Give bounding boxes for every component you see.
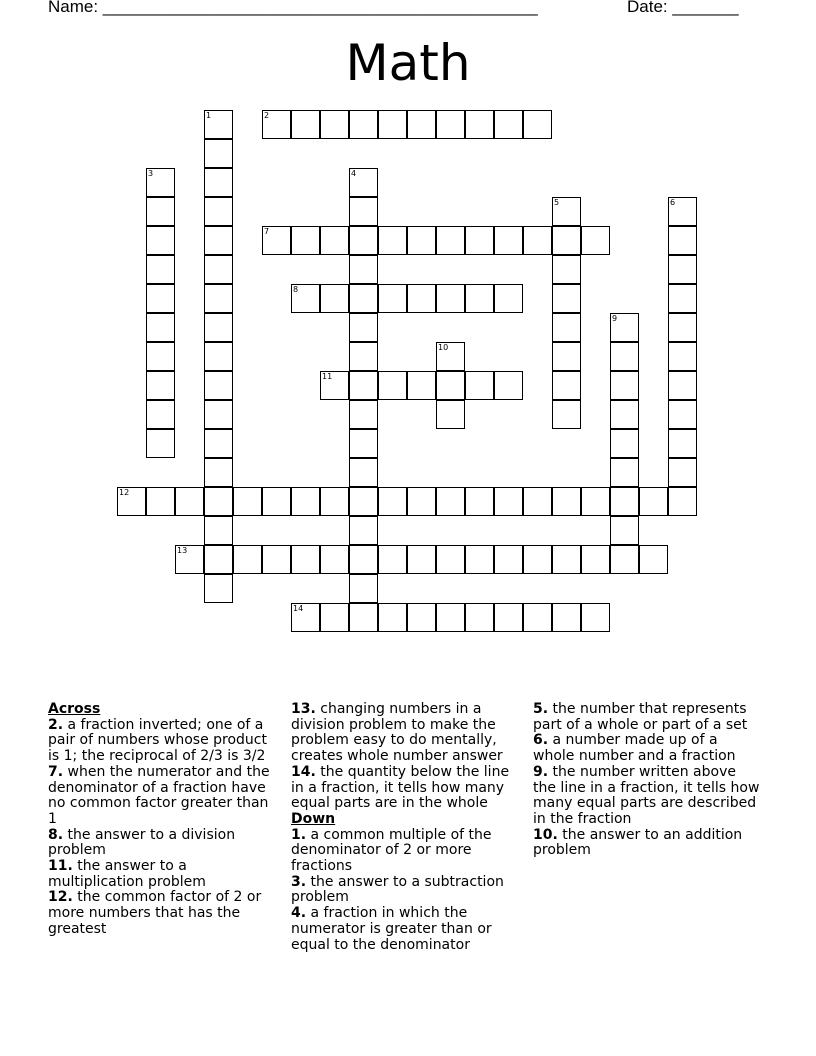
grid-cell[interactable] bbox=[494, 371, 523, 400]
grid-cell[interactable] bbox=[610, 400, 639, 429]
cell-number: 3 bbox=[148, 169, 154, 178]
grid-cell[interactable] bbox=[581, 226, 610, 255]
grid-cell[interactable] bbox=[407, 603, 436, 632]
cell-number: 12 bbox=[119, 488, 130, 497]
grid-cell[interactable] bbox=[146, 255, 175, 284]
grid-cell[interactable] bbox=[436, 400, 465, 429]
grid-cell[interactable] bbox=[349, 545, 378, 574]
grid-cell[interactable] bbox=[639, 487, 668, 516]
cell-number: 5 bbox=[554, 198, 560, 207]
grid-cell[interactable] bbox=[436, 371, 465, 400]
grid-cell[interactable] bbox=[146, 487, 175, 516]
grid-cell[interactable] bbox=[349, 284, 378, 313]
cell-number: 1 bbox=[206, 111, 212, 120]
grid-cell[interactable] bbox=[349, 429, 378, 458]
clue-down-9 bbox=[533, 765, 763, 828]
cell-number: 10 bbox=[438, 343, 449, 352]
grid-cell[interactable] bbox=[349, 516, 378, 545]
grid-cell[interactable] bbox=[436, 226, 465, 255]
cell-number: 7 bbox=[264, 227, 270, 236]
clue-text: the number that represents part of a whole or part of a set bbox=[533, 701, 748, 733]
grid-cell[interactable] bbox=[146, 226, 175, 255]
grid-cell[interactable] bbox=[262, 545, 291, 574]
clue-text: a fraction in which the numerator is greater than or equal to the denominator bbox=[291, 905, 492, 953]
grid-cell[interactable] bbox=[465, 603, 494, 632]
grid-cell[interactable] bbox=[436, 110, 465, 139]
grid-cell[interactable] bbox=[204, 371, 233, 400]
cell-number: 11 bbox=[322, 372, 333, 381]
grid-cell[interactable] bbox=[668, 313, 697, 342]
grid-cell[interactable] bbox=[204, 458, 233, 487]
grid-cell[interactable] bbox=[204, 284, 233, 313]
page-title: Math bbox=[345, 34, 471, 92]
grid-cell[interactable] bbox=[291, 110, 320, 139]
grid-cell[interactable] bbox=[407, 110, 436, 139]
clue-number: 1. bbox=[291, 826, 307, 843]
grid-cell[interactable] bbox=[378, 284, 407, 313]
grid-cell[interactable] bbox=[378, 545, 407, 574]
grid-cell[interactable] bbox=[146, 429, 175, 458]
grid-cell[interactable] bbox=[349, 255, 378, 284]
grid-cell[interactable] bbox=[465, 226, 494, 255]
grid-cell[interactable] bbox=[146, 371, 175, 400]
cell-number: 2 bbox=[264, 111, 270, 120]
clue-text: the quantity below the line in a fraction, it tells how many equal parts are in the whole bbox=[291, 763, 510, 812]
grid-cell[interactable] bbox=[465, 487, 494, 516]
grid-cell[interactable] bbox=[320, 284, 349, 313]
clue-across-2 bbox=[48, 718, 280, 765]
grid-cell[interactable] bbox=[204, 110, 233, 139]
grid-cell[interactable] bbox=[668, 284, 697, 313]
cell-number: 6 bbox=[670, 198, 676, 207]
clue-number: 5. bbox=[533, 701, 549, 717]
grid-cell[interactable] bbox=[146, 313, 175, 342]
grid-cell[interactable] bbox=[175, 545, 204, 574]
grid-cell[interactable] bbox=[320, 603, 349, 632]
cell-number: 4 bbox=[351, 169, 357, 178]
grid-cell[interactable] bbox=[552, 487, 581, 516]
grid-cell[interactable] bbox=[552, 603, 581, 632]
grid-cell[interactable] bbox=[668, 226, 697, 255]
grid-cell[interactable] bbox=[349, 197, 378, 226]
clue-across-14 bbox=[291, 765, 523, 812]
grid-cell[interactable] bbox=[291, 545, 320, 574]
grid-cell[interactable] bbox=[639, 545, 668, 574]
clue-text: changing numbers in a division problem to make the problem easy to do mentally, creates whole number answer bbox=[291, 702, 503, 765]
clue-across-7 bbox=[48, 765, 280, 828]
grid-cell[interactable] bbox=[523, 110, 552, 139]
grid-cell[interactable] bbox=[204, 429, 233, 458]
grid-cell[interactable] bbox=[494, 226, 523, 255]
grid-cell[interactable] bbox=[610, 458, 639, 487]
clue-number: 9. bbox=[533, 763, 549, 780]
grid-cell[interactable] bbox=[320, 110, 349, 139]
grid-cell[interactable] bbox=[204, 197, 233, 226]
clue-number: 3. bbox=[291, 873, 307, 890]
grid-cell[interactable] bbox=[204, 168, 233, 197]
clue-number: 7. bbox=[48, 763, 64, 780]
cell-number: 8 bbox=[293, 285, 299, 294]
clue-down-6 bbox=[533, 733, 763, 764]
grid-cell[interactable] bbox=[552, 255, 581, 284]
grid-cell[interactable] bbox=[320, 487, 349, 516]
grid-cell[interactable] bbox=[378, 226, 407, 255]
clue-number: 2. bbox=[48, 716, 64, 733]
clue-text: a fraction inverted; one of a pair of numbers whose product is 1; the reciprocal of 2/3 is 3/2 bbox=[48, 716, 267, 765]
clues-column-2 bbox=[291, 702, 523, 957]
grid-cell[interactable] bbox=[668, 487, 697, 516]
grid-cell[interactable] bbox=[146, 197, 175, 226]
grid-cell[interactable] bbox=[320, 226, 349, 255]
grid-cell[interactable] bbox=[436, 545, 465, 574]
clue-across-11 bbox=[48, 859, 280, 890]
clue-down-5 bbox=[533, 702, 763, 733]
grid-cell[interactable] bbox=[349, 603, 378, 632]
grid-cell[interactable] bbox=[552, 545, 581, 574]
clue-text: the answer to an addition problem bbox=[533, 826, 743, 859]
cell-number: 14 bbox=[293, 604, 304, 613]
grid-cell[interactable] bbox=[349, 371, 378, 400]
grid-cell[interactable] bbox=[407, 487, 436, 516]
grid-cell[interactable] bbox=[407, 284, 436, 313]
grid-cell[interactable] bbox=[668, 255, 697, 284]
grid-cell[interactable] bbox=[291, 487, 320, 516]
grid-cell[interactable] bbox=[349, 313, 378, 342]
grid-cell[interactable] bbox=[494, 110, 523, 139]
grid-cell[interactable] bbox=[436, 487, 465, 516]
grid-cell[interactable] bbox=[204, 342, 233, 371]
grid-cell[interactable] bbox=[146, 284, 175, 313]
clue-number: 6. bbox=[533, 732, 549, 749]
clue-text: the answer to a multiplication problem bbox=[48, 858, 206, 890]
clue-text: the answer to a division problem bbox=[48, 826, 236, 859]
grid-cell[interactable] bbox=[523, 603, 552, 632]
grid-cell[interactable] bbox=[552, 342, 581, 371]
clues-column-3 bbox=[533, 702, 763, 859]
grid-cell[interactable] bbox=[552, 197, 581, 226]
grid-cell[interactable] bbox=[436, 284, 465, 313]
grid-cell[interactable] bbox=[436, 603, 465, 632]
clue-down-1 bbox=[291, 828, 523, 875]
grid-cell[interactable] bbox=[204, 516, 233, 545]
clue-across-8 bbox=[48, 828, 280, 859]
grid-cell[interactable] bbox=[465, 284, 494, 313]
grid-cell[interactable] bbox=[465, 545, 494, 574]
grid-cell[interactable] bbox=[204, 313, 233, 342]
grid-cell[interactable] bbox=[349, 342, 378, 371]
clue-text: when the numerator and the denominator of a fraction have no common factor greater than 1 bbox=[48, 763, 270, 827]
grid-cell[interactable] bbox=[610, 429, 639, 458]
grid-cell[interactable] bbox=[291, 284, 320, 313]
clue-text: the common factor of 2 or more numbers that has the greatest bbox=[48, 889, 262, 937]
grid-cell[interactable] bbox=[146, 342, 175, 371]
name-field[interactable]: Name: ______________________________________________ bbox=[48, 0, 538, 16]
clue-down-10 bbox=[533, 828, 763, 859]
grid-cell[interactable] bbox=[610, 545, 639, 574]
grid-cell[interactable] bbox=[436, 342, 465, 371]
grid-cell[interactable] bbox=[494, 284, 523, 313]
grid-cell[interactable] bbox=[581, 603, 610, 632]
grid-cell[interactable] bbox=[552, 371, 581, 400]
grid-cell[interactable] bbox=[378, 603, 407, 632]
grid-cell[interactable] bbox=[668, 197, 697, 226]
grid-cell[interactable] bbox=[349, 458, 378, 487]
clue-text: a common multiple of the denominator of 2 or more fractions bbox=[291, 826, 492, 875]
grid-cell[interactable] bbox=[610, 342, 639, 371]
grid-cell[interactable] bbox=[204, 487, 233, 516]
down-heading: Down bbox=[291, 810, 336, 827]
grid-cell[interactable] bbox=[465, 371, 494, 400]
cell-number: 13 bbox=[177, 546, 188, 555]
grid-cell[interactable] bbox=[175, 487, 204, 516]
across-heading: Across bbox=[48, 702, 101, 717]
grid-cell[interactable] bbox=[146, 400, 175, 429]
clue-number: 13. bbox=[291, 702, 316, 717]
grid-cell[interactable] bbox=[523, 545, 552, 574]
clue-down-3 bbox=[291, 875, 523, 906]
grid-cell[interactable] bbox=[552, 313, 581, 342]
grid-cell[interactable] bbox=[262, 110, 291, 139]
grid-cell[interactable] bbox=[407, 226, 436, 255]
grid-cell[interactable] bbox=[378, 487, 407, 516]
grid-cell[interactable] bbox=[668, 400, 697, 429]
clue-across-13 bbox=[291, 702, 523, 765]
grid-cell[interactable] bbox=[349, 110, 378, 139]
grid-cell[interactable] bbox=[581, 545, 610, 574]
grid-cell[interactable] bbox=[204, 255, 233, 284]
grid-cell[interactable] bbox=[668, 429, 697, 458]
clue-text: the answer to a subtraction problem bbox=[291, 873, 504, 906]
grid-cell[interactable] bbox=[320, 545, 349, 574]
grid-cell[interactable] bbox=[494, 603, 523, 632]
grid-cell[interactable] bbox=[552, 400, 581, 429]
grid-cell[interactable] bbox=[610, 371, 639, 400]
cell-number: 9 bbox=[612, 314, 618, 323]
clues-column-1 bbox=[48, 702, 280, 957]
grid-cell[interactable] bbox=[204, 139, 233, 168]
grid-cell[interactable] bbox=[349, 226, 378, 255]
grid-cell[interactable] bbox=[291, 603, 320, 632]
clue-text: a number made up of a whole number and a fraction bbox=[533, 732, 736, 765]
clue-across-12 bbox=[48, 890, 280, 937]
grid-cell[interactable] bbox=[552, 284, 581, 313]
grid-cell[interactable] bbox=[668, 342, 697, 371]
clue-number: 11. bbox=[48, 858, 73, 875]
grid-cell[interactable] bbox=[204, 400, 233, 429]
grid-cell[interactable] bbox=[610, 313, 639, 342]
grid-cell[interactable] bbox=[378, 371, 407, 400]
grid-cell[interactable] bbox=[407, 545, 436, 574]
clue-number: 12. bbox=[48, 889, 73, 906]
grid-cell[interactable] bbox=[320, 371, 349, 400]
grid-cell[interactable] bbox=[204, 574, 233, 603]
grid-cell[interactable] bbox=[494, 487, 523, 516]
clue-number: 4. bbox=[291, 905, 307, 922]
grid-cell[interactable] bbox=[407, 371, 436, 400]
grid-cell[interactable] bbox=[668, 371, 697, 400]
grid-cell[interactable] bbox=[349, 400, 378, 429]
grid-cell[interactable] bbox=[204, 226, 233, 255]
grid-cell[interactable] bbox=[523, 226, 552, 255]
grid-cell[interactable] bbox=[233, 545, 262, 574]
grid-cell[interactable] bbox=[378, 110, 407, 139]
grid-cell[interactable] bbox=[349, 487, 378, 516]
grid-cell[interactable] bbox=[349, 168, 378, 197]
grid-cell[interactable] bbox=[552, 226, 581, 255]
clue-down-4 bbox=[291, 906, 523, 953]
clue-number: 8. bbox=[48, 826, 64, 843]
grid-cell[interactable] bbox=[349, 574, 378, 603]
clue-number: 14. bbox=[291, 763, 316, 780]
grid-cell[interactable] bbox=[523, 487, 552, 516]
grid-cell[interactable] bbox=[146, 168, 175, 197]
grid-cell[interactable] bbox=[610, 516, 639, 545]
grid-cell[interactable] bbox=[204, 545, 233, 574]
grid-cell[interactable] bbox=[494, 545, 523, 574]
grid-cell[interactable] bbox=[291, 226, 320, 255]
grid-cell[interactable] bbox=[668, 458, 697, 487]
grid-cell[interactable] bbox=[610, 487, 639, 516]
grid-cell[interactable] bbox=[233, 487, 262, 516]
grid-cell[interactable] bbox=[262, 226, 291, 255]
date-field[interactable]: Date: _______ bbox=[627, 0, 739, 16]
grid-cell[interactable] bbox=[117, 487, 146, 516]
clue-number: 10. bbox=[533, 826, 558, 843]
clue-text: the number written above the line in a fraction, it tells how many equal parts are described in the fraction bbox=[533, 763, 760, 827]
grid-cell[interactable] bbox=[465, 110, 494, 139]
grid-cell[interactable] bbox=[262, 487, 291, 516]
grid-cell[interactable] bbox=[581, 487, 610, 516]
